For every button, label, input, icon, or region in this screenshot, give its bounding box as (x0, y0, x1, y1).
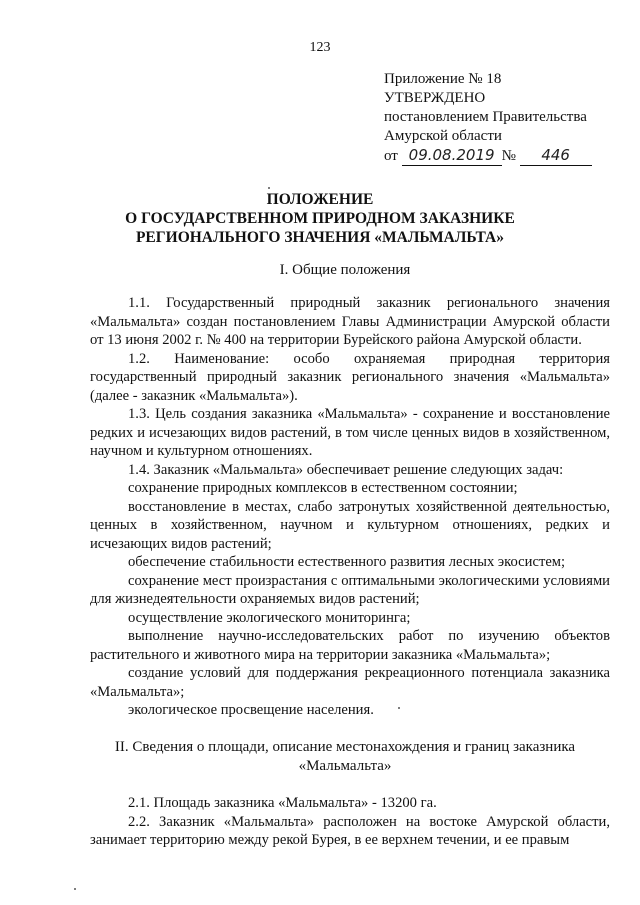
section-1-body (90, 294, 610, 720)
section-2-body (90, 794, 610, 850)
paragraph-1-4: 1.4. Заказник «Мальмальта» обеспечивает решение следующих задач: (128, 461, 564, 478)
task-item: выполнение научно-исследовательских работ по изучению объектов растительного и животного мира на территории заказника «Мальмальта»; (90, 628, 610, 663)
title-line-1: ПОЛОЖЕНИЕ (266, 191, 374, 208)
task-item: сохранение природных комплексов в естественном состоянии; (128, 480, 518, 496)
approval-block (384, 70, 592, 166)
handwritten-date: 09.08.2019 (402, 146, 502, 166)
approval-appendix: Приложение № 18 (384, 71, 502, 87)
scan-speck (268, 187, 270, 189)
section-2-heading-line-1: II. Сведения о площади, описание местонахождения и границ заказника (114, 739, 576, 755)
title-line-2: О ГОСУДАРСТВЕННОМ ПРИРОДНОМ ЗАКАЗНИКЕ (125, 210, 515, 227)
paragraph-1-3: 1.3. Цель создания заказника «Мальмальта» - сохранение и восстановление редких и исчезающих видов растений, в том числе ценных видов в хозяйственном, научном и культурном отношениях. (90, 406, 610, 459)
approval-from-label: от (384, 148, 398, 164)
section-2-heading-line-2: «Мальмальта» (298, 758, 392, 774)
handwritten-number: 446 (520, 146, 592, 166)
paragraph-2-1: 2.1. Площадь заказника «Мальмальта» - 13200 га. (128, 795, 437, 811)
paragraph-1-2: 1.2. Наименование: особо охраняемая природная территория государственный природный заказник регионального значения «Мальмальта» (далее - заказник «Мальмальта»). (90, 350, 610, 404)
task-item: создание условий для поддержания рекреационного потенциала заказника «Мальмальта»; (90, 665, 610, 700)
section-2-heading (80, 738, 610, 776)
task-item: сохранение мест произрастания с оптимальными экологическими условиями для жизнедеятельности охраняемых видов растений; (90, 572, 610, 607)
task-item: осуществление экологического мониторинга; (128, 609, 411, 626)
section-1-heading: I. Общие положения (279, 262, 411, 278)
approval-date-line (384, 146, 592, 166)
page-number: 123 (309, 40, 331, 55)
scan-speck (74, 888, 76, 890)
approval-region: Амурской области (384, 128, 502, 144)
task-item: экологическое просвещение населения. (128, 702, 374, 718)
title-line-3: РЕГИОНАЛЬНОГО ЗНАЧЕНИЯ «МАЛЬМАЛЬТА» (135, 229, 505, 246)
paragraph-1-1: 1.1. Государственный природный заказник регионального значения «Мальмальта» создан постановлением Главы Администрации Амурской области от 13 июня 2002 г. № 400 на территории Бурейского района Амурской области. (90, 295, 610, 348)
document-title (0, 190, 640, 247)
task-item: обеспечение стабильности естественного развития лесных экосистем; (128, 554, 566, 570)
task-item: восстановление в местах, слабо затронутых хозяйственной деятельностью, ценных в хозяйственном, научном и культурном отношениях, редких и исчезающих видов растений; (90, 498, 610, 552)
approval-by-resolution: постановлением Правительства (384, 109, 587, 125)
paragraph-2-2: 2.2. Заказник «Мальмальта» расположен на востоке Амурской области, занимает территорию между рекой Бурея, в ее верхнем течении, и ее правым (90, 813, 610, 848)
approval-approved: УТВЕРЖДЕНО (384, 90, 486, 106)
scan-speck (398, 707, 400, 709)
approval-number-label: № (501, 148, 516, 164)
